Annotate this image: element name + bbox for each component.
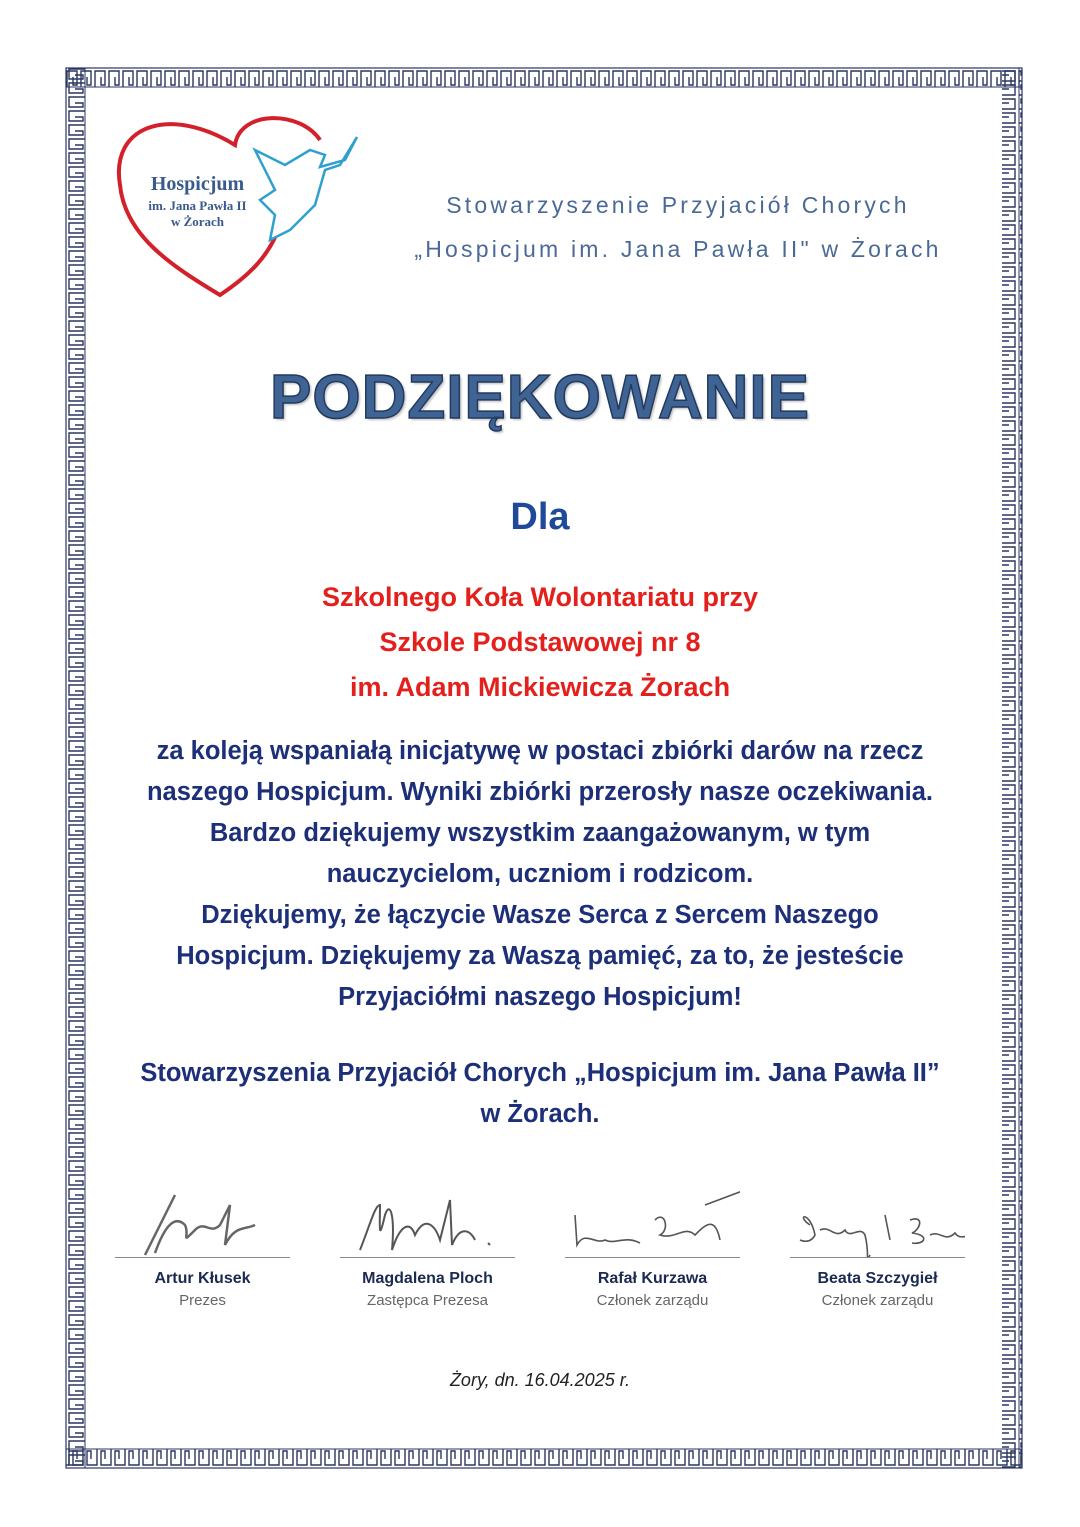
body-line: za koleją wspaniałą inicjatywę w postaci zbiórki darów na rzecz [156,737,924,765]
logo-line3: w Żorach [170,214,225,229]
recipient-line: Szkole Podstawowej nr 8 [379,627,701,657]
closing-line: Stowarzyszenia Przyjaciół Chorych „Hospicjum im. Jana Pawła II” [140,1059,940,1087]
org-line1: Stowarzyszenie Przyjaciół Chorych [446,192,910,218]
body-line: naszego Hospicjum. Wyniki zbiórki przerosły nasze oczekiwania. [146,778,934,806]
signatory-role: Prezes [179,1292,226,1309]
signature-icon [565,1185,740,1257]
page-title: PODZIĘKOWANIE [269,363,811,432]
signatory-name: Artur Kłusek [154,1270,251,1287]
for-label: Dla [510,496,570,538]
org-line2: „Hospicjum im. Jana Pawła II" w Żorach [414,236,942,262]
closing-line: w Żorach. [480,1100,600,1128]
signatory-name: Magdalena Ploch [362,1270,493,1287]
recipient-line: im. Adam Mickiewicza Żorach [349,672,731,702]
body-line: Dziękujemy, że łączycie Wasze Serca z Sercem Naszego [201,901,879,929]
signatory-role: Członek zarządu [821,1292,934,1309]
hospice-logo [110,105,370,305]
signatory-name: Beata Szczygieł [817,1270,938,1287]
organization-header [368,183,988,271]
recipient-line: Szkolnego Koła Wolontariatu przy [321,582,759,612]
body-line: Bardzo dziękujemy wszystkim zaangażowanym, w tym [209,819,871,847]
body-line: Hospicjum. Dziękujemy za Waszą pamięć, za to, że jesteście [176,942,904,970]
date: Żory, dn. 16.04.2025 r. [449,1370,631,1390]
signature-icon [115,1185,290,1257]
signatory [790,1185,965,1309]
logo-line1: Hospicjum [150,173,245,195]
signatory-role: Zastępca Prezesa [367,1292,488,1309]
recipient [0,575,1080,710]
signature-icon [340,1185,515,1257]
logo-line2: im. Jana Pawła II [148,198,247,213]
signatures [115,1185,965,1309]
signatory [565,1185,740,1309]
body-text [90,731,990,1018]
body-line: nauczycielom, uczniom i rodzicom. [326,860,754,888]
signatory [340,1185,515,1309]
signatory-name: Rafał Kurzawa [597,1270,708,1287]
signatory-role: Członek zarządu [596,1292,709,1309]
signature-icon [790,1185,965,1257]
closing [60,1053,1020,1135]
signatory [115,1185,290,1309]
body-line: Przyjaciółmi naszego Hospicjum! [338,983,742,1011]
